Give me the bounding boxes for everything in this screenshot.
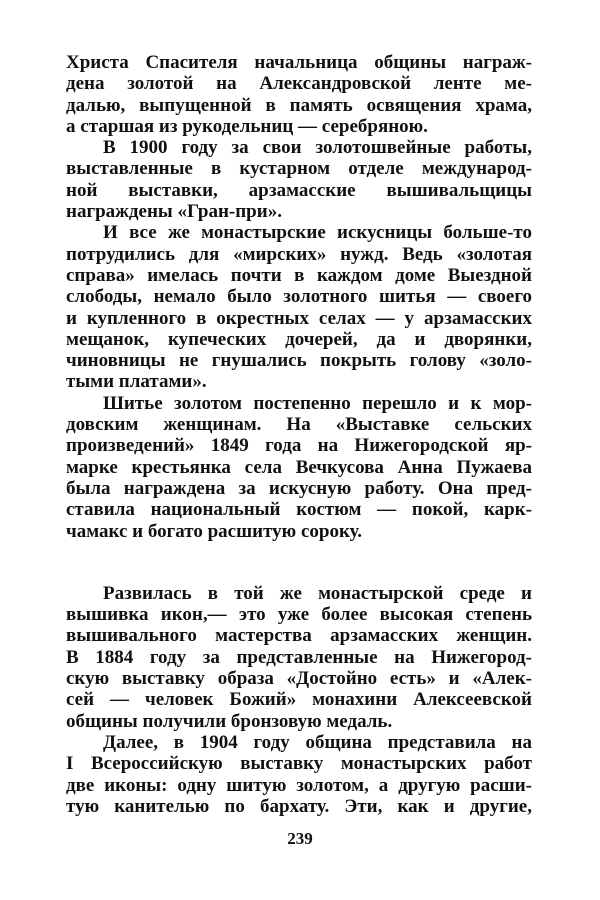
text-line: чиновницы не гнушались покрыть голову «золо- — [66, 350, 532, 372]
paragraph — [66, 222, 532, 392]
text-line: Шитье золотом постепенно перешло и к мор- — [103, 392, 532, 414]
text-line: И все же монастырские искусницы больше-то — [103, 222, 532, 244]
text-line: марке крестьянка села Вечкусова Анна Пужаева — [66, 456, 532, 478]
text-line: сей — человек Божий» монахини Алексеевской — [66, 689, 532, 711]
text-line: Христа Спасителя начальница общины награж- — [66, 52, 532, 73]
text-line: потрудились для «мирских» нужд. Ведь «золотая — [66, 243, 532, 265]
text-line: была награждена за искусную работу. Она пред- — [66, 477, 532, 499]
text-line: произведений» 1849 года на Нижегородской яр- — [66, 435, 532, 457]
paragraph — [66, 137, 532, 222]
text-line: довским женщинам. На «Выставке сельских — [66, 414, 532, 436]
text-line: ной выставки, арзамасские вышивальщицы — [66, 179, 532, 201]
page-number: 239 — [287, 829, 313, 848]
paragraph — [66, 732, 532, 817]
text-line: две иконы: одну шитую золотом, а другую расши- — [66, 774, 532, 796]
page-body — [66, 52, 532, 817]
text-line: вышивка икон,— это уже более высокая степень — [66, 604, 532, 626]
text-line: тыми платами». — [66, 371, 207, 393]
text-line: справа» имелась почти в каждом доме Выездной — [66, 264, 532, 286]
paragraph — [66, 583, 532, 732]
text-line: В 1884 году за представленные на Нижегород- — [66, 646, 532, 668]
text-line: дена золотой на Александровской ленте ме- — [66, 73, 532, 95]
text-line: а старшая из рукодельниц — серебряною. — [66, 115, 428, 137]
text-line: Развилась в той же монастырской среде и — [103, 582, 532, 604]
text-line: награждены «Гран-при». — [66, 201, 282, 223]
text-line: чамакс и богато расшитую сороку. — [66, 520, 362, 542]
text-line: I Всероссийскую выставку монастырских работ — [66, 753, 532, 775]
text-line: ставила национальный костюм — покой, карк- — [66, 499, 532, 521]
paragraph — [66, 52, 532, 137]
section-break — [66, 542, 532, 583]
text-line: и купленного в окрестных селах — у арзамасских — [66, 307, 532, 329]
text-line: далью, выпущенной в память освящения храма, — [66, 94, 532, 116]
text-line: общины получили бронзовую медаль. — [66, 710, 393, 732]
text-line: тую канителью по бархату. Эти, как и другие, — [66, 795, 532, 817]
text-line: слободы, немало было золотного шитья — своего — [66, 286, 532, 308]
paragraph — [66, 393, 532, 542]
text-line: Далее, в 1904 году община представила на — [103, 731, 532, 753]
text-line: скую выставку образа «Достойно есть» и «Алек- — [66, 668, 532, 690]
text-line: выставленные в кустарном отделе международ- — [66, 158, 532, 180]
text-line: В 1900 году за свои золотошвейные работы, — [103, 137, 532, 159]
text-line: вышивального мастерства арзамасских женщин. — [66, 625, 532, 647]
text-line: мещанок, купеческих дочерей, да и дворянки, — [66, 328, 532, 350]
